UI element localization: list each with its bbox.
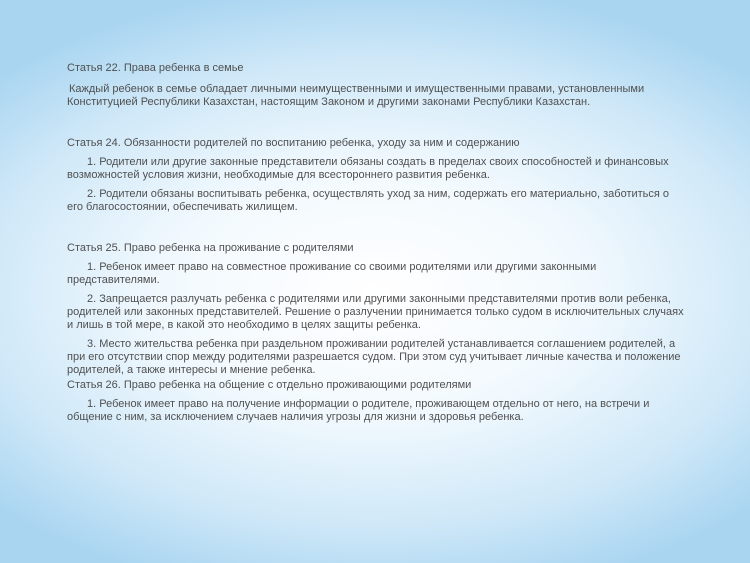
article-24-paragraph-2: 2. Родители обязаны воспитывать ребенка, осуществлять уход за ним, содержать его материально, заботиться о его благосостоянии, обеспечивать жилищем.: [67, 188, 670, 213]
article-26-paragraph-1: 1. Ребенок имеет право на получение информации о родителе, проживающем отдельно от него, на встречи и общение с ним, за исключением случаев наличия угрозы для жизни и здоровья ребенка.: [67, 398, 650, 423]
article-25-paragraph-2: 2. Запрещается разлучать ребенка с родителями или другими законными представителями против воли ребенка, родителей или законных представителей. Решение о разлучении принимается только судом в исключительных случаях и лишь в той мере, в какой это необходимо в целях защиты ребенка.: [67, 293, 684, 331]
article-25-heading: Статья 25. Право ребенка на проживание с родителями: [67, 242, 354, 254]
article-25-paragraph-3: 3. Место жительства ребенка при раздельном проживании родителей устанавливается соглашением родителей, а при его отсутствии спор между родителями разрешается судом. При этом суд учитывает личные качества и положение родителей, а также интересы и мнение ребенка.: [67, 338, 681, 376]
article-25-paragraph-1: 1. Ребенок имеет право на совместное проживание со своими родителями или другими законными представителями.: [67, 261, 597, 286]
article-22-paragraph-1: Каждый ребенок в семье обладает личными неимущественными и имущественными правами, установленными Конституцией Республики Казахстан, настоящим Законом и другими законами Республики Казахстан.: [67, 83, 645, 108]
slide-content: [67, 62, 687, 424]
article-24-paragraph-1: 1. Родители или другие законные представители обязаны создать в пределах своих способностей и финансовых возможностей условия жизни, необходимые для всестороннего развития ребенка.: [67, 156, 669, 181]
article-22-heading: Статья 22. Права ребенка в семье: [67, 62, 244, 74]
article-24-heading: Статья 24. Обязанности родителей по воспитанию ребенка, уходу за ним и содержанию: [67, 137, 520, 149]
article-26-heading: Статья 26. Право ребенка на общение с отдельно проживающими родителями: [67, 379, 472, 391]
